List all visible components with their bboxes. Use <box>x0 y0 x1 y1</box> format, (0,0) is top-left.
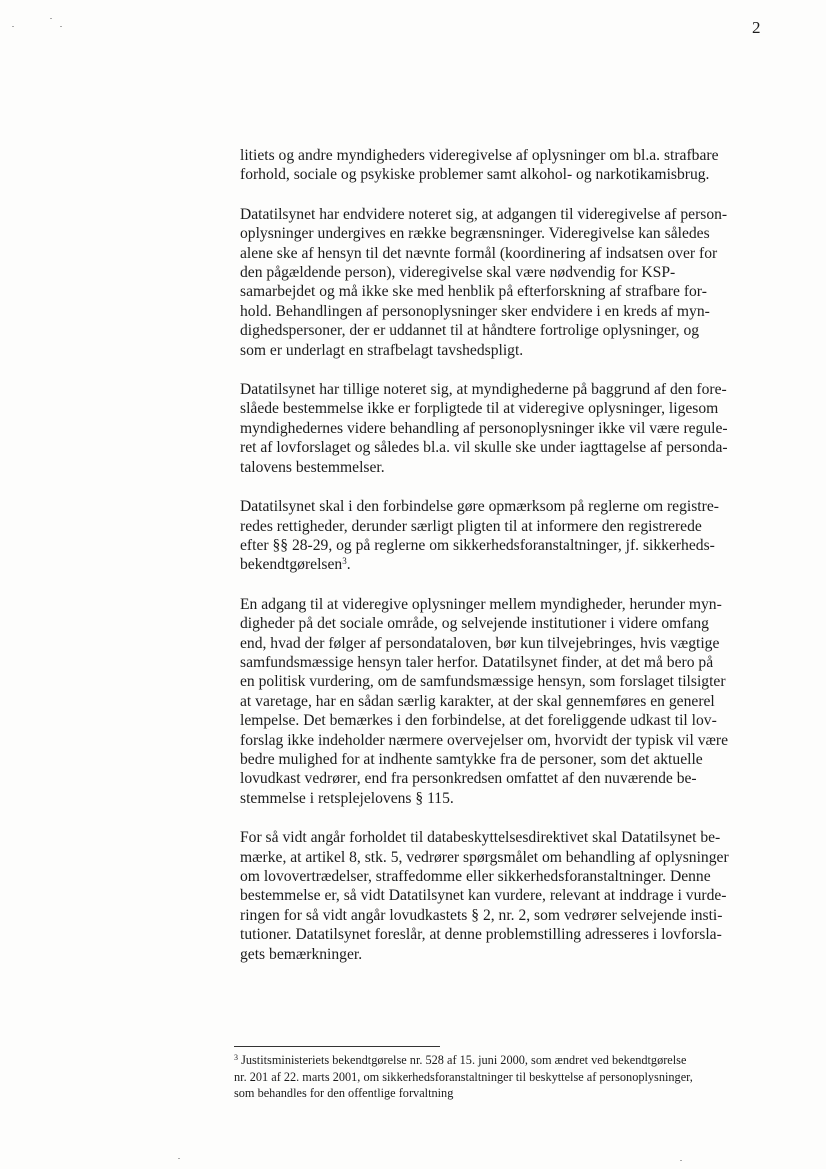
footnote-reference[interactable]: 3 <box>342 556 347 567</box>
text-line: litiets og andre myndigheders videregivelse af oplysninger om bl.a. strafbare <box>240 147 719 164</box>
text-line: lempelse. Det bemærkes i den forbindelse, at det foreliggende udkast til lov- <box>240 712 717 730</box>
text-line: oplysninger undergives en række begrænsninger. Videregivelse kan således <box>240 225 710 243</box>
text-line: redes rettigheder, derunder særligt pligten til at informere den registrerede <box>240 517 702 535</box>
scan-speck <box>178 1158 180 1159</box>
text-line: om lovovertrædelser, straffedomme eller sikkerhedsforanstaltninger. Denne <box>240 868 711 885</box>
text-line: en politisk vurdering, om de samfundsmæssige hensyn, som forslaget tilsigter <box>240 673 726 691</box>
text-line: For så vidt angår forholdet til databeskyttelsesdirektivet skal Datatilsynet be- <box>240 829 721 847</box>
paragraph <box>240 146 780 185</box>
text-line: end, hvad der følger af persondataloven, bør kun tilvejebringes, hvis vægtige <box>240 634 720 652</box>
text-line: talovens bestemmelser. <box>240 458 385 476</box>
body-text <box>240 146 780 984</box>
paragraph <box>240 595 780 808</box>
text-line: forslag ikke indeholder nærmere overvejelser om, hvorvidt der typisk vil være <box>240 731 729 749</box>
footnote-marker: 3 <box>234 1053 238 1062</box>
text-line: den pågældende person), videregivelse skal være nødvendig for KSP- <box>240 264 676 282</box>
text-line: forhold, sociale og psykiske problemer samt alkohol- og narkotikamisbrug. <box>240 166 710 184</box>
footnote-line <box>234 1052 779 1069</box>
text-line: bestemmelse er, så vidt Datatilsynet kan vurdere, relevant at inddrage i vurde- <box>240 887 727 905</box>
text-line: ringen for så vidt angår lovudkastets § 2, nr. 2, som vedrører selvejende insti- <box>240 906 723 924</box>
text-line: mærke, at artikel 8, stk. 5, vedrører spørgsmålet om behandling af oplysninger <box>240 848 729 866</box>
scan-speck <box>12 26 14 27</box>
text-line <box>240 555 780 574</box>
page-number: 2 <box>752 18 761 37</box>
text-line: lovudkast vedrører, end fra personkredsen omfattet af den nuværende be- <box>240 770 697 788</box>
text-line: samfundsmæssige hensyn taler herfor. Datatilsynet finder, at det må bero på <box>240 653 714 671</box>
scan-speck <box>50 18 52 19</box>
text-line: slåede bestemmelse ikke er forpligtede til at videregive oplysninger, ligesom <box>240 400 719 418</box>
paragraph <box>240 828 780 964</box>
text-line: Datatilsynet skal i den forbindelse gøre opmærksom på reglerne om registre- <box>240 498 719 516</box>
footnote-text: Justitsministeriets bekendtgørelse nr. 528 af 15. juni 2000, som ændret ved bekendtgørelse <box>241 1053 687 1067</box>
text-line: efter §§ 28-29, og på reglerne om sikkerhedsforanstaltninger, jf. sikkerheds- <box>240 536 715 554</box>
footnote <box>234 1052 779 1102</box>
text-line: ret af lovforslaget og således bl.a. vil skulle ske under iagttagelse af personda- <box>240 439 728 457</box>
text-line: Datatilsynet har endvidere noteret sig, at adgangen til videregivelse af person- <box>240 205 728 223</box>
text-line: stemmelse i retsplejelovens § 115. <box>240 789 454 807</box>
text-line: tutioner. Datatilsynet foreslår, at denne problemstilling adresseres i lovforsla- <box>240 926 722 944</box>
text-line: En adgang til at videregive oplysninger mellem myndigheder, herunder myn- <box>240 595 722 613</box>
text-fragment: bekendtgørelsen <box>240 556 343 574</box>
text-fragment: . <box>346 556 351 574</box>
text-line: samarbejdet og må ikke ske med henblik på efterforskning af strafbare for- <box>240 283 707 301</box>
text-line: alene ske af hensyn til det nævnte formål (koordinering af indsatsen over for <box>240 244 718 262</box>
text-line: at varetage, har en sådan særlig karakter, at der skal gennemføres en generel <box>240 692 715 710</box>
paragraph <box>240 497 780 575</box>
text-line: hold. Behandlingen af personoplysninger sker endvidere i en kreds af myn- <box>240 302 710 320</box>
footnote-separator <box>234 1046 440 1047</box>
text-line: myndighedernes videre behandling af personoplysninger ikke vil være regule- <box>240 419 728 437</box>
paragraph <box>240 205 780 360</box>
text-line: bedre mulighed for at indhente samtykke fra de personer, som det aktuelle <box>240 750 703 768</box>
footnote-line: som behandles for den offentlige forvaltning <box>234 1086 454 1101</box>
scan-speck <box>60 26 62 27</box>
paragraph <box>240 380 780 477</box>
text-line: som er underlagt en strafbelagt tavshedspligt. <box>240 341 524 359</box>
text-line: Datatilsynet har tillige noteret sig, at myndighederne på baggrund af den fore- <box>240 381 727 399</box>
text-line: gets bemærkninger. <box>240 945 363 963</box>
text-line: dighedspersoner, der er uddannet til at håndtere fortrolige oplysninger, og <box>240 322 700 340</box>
text-line: digheder på det sociale område, og selvejende institutioner i videre omfang <box>240 615 709 633</box>
footnote-line: nr. 201 af 22. marts 2001, om sikkerhedsforanstaltninger til beskyttelse af personoplysninger, <box>234 1069 693 1084</box>
scan-speck <box>680 1160 682 1161</box>
